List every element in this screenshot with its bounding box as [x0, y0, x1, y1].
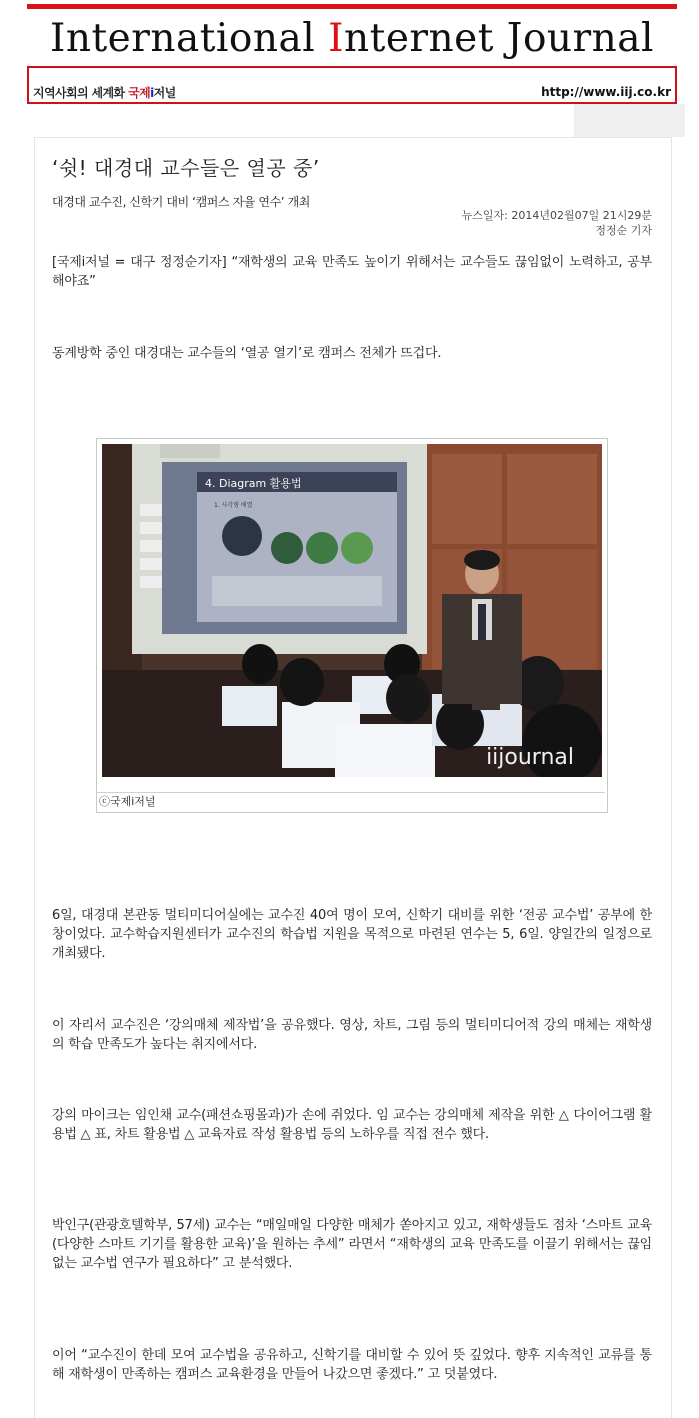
- figure-caption: ⓒ국제i저널: [97, 792, 605, 810]
- masthead-title-before: International: [49, 16, 329, 61]
- article-paragraph: 이어 “교수진이 한데 모여 교수법을 공유하고, 신학기를 대비할 수 있어 뜻 깊었다. 향후 지속적인 교류를 통해 재학생이 만족하는 캠퍼스 교육환경을 만들어 나갔으면 좋겠다.” 고 덧붙였다.: [52, 1348, 652, 1382]
- lecture-photo-illustration: [102, 444, 602, 777]
- slide-title-text: 4. Diagram 활용법: [205, 477, 302, 490]
- top-red-bar: [27, 4, 677, 9]
- article-paragraph: 6일, 대경대 본관동 멀티미디어실에는 교수진 40여 명이 모여, 신학기 대비를 위한 ‘전공 교수법’ 공부에 한창이었다. 교수학습지원센터가 교수진의 학습법 지원을 목적으로 마련된 연수는 5, 6일. 양일간의 일정으로 개최됐다.: [52, 908, 652, 961]
- slogan: [33, 84, 176, 101]
- article-subhead: 대경대 교수진, 신학기 대비 ‘캠퍼스 자율 연수’ 개최: [52, 195, 310, 209]
- article-meta: [462, 208, 652, 238]
- slogan-part: 세계화: [91, 86, 129, 100]
- slogan-part: 저널: [153, 86, 176, 100]
- article-date: 뉴스일자: 2014년02월07일 21시29분: [461, 209, 652, 222]
- slogan-part: 국제: [128, 86, 151, 100]
- header-gray-box: [574, 104, 685, 137]
- article-paragraph: 강의 마이크는 임인채 교수(패션쇼핑몰과)가 손에 쥐었다. 임 교수는 강의매체 제작을 위한 △ 다이어그램 활용법 △ 표, 차트 활용법 △ 교육자료 작성 활용법 등의 노하우를 직접 전수 했다.: [52, 1108, 652, 1142]
- article-figure: [96, 438, 608, 813]
- article-headline: ‘쉿! 대경대 교수들은 열공 중’: [52, 156, 320, 180]
- article-reporter: 정정순 기자: [595, 224, 652, 237]
- masthead-title-highlight: I: [328, 16, 345, 61]
- masthead-subbar: [27, 66, 677, 104]
- masthead-title[interactable]: [27, 14, 677, 64]
- lecture-photo: [102, 444, 602, 777]
- slogan-part: 지역사회의: [33, 86, 92, 100]
- article-paragraph: 박인구(관광호텔학부, 57세) 교수는 “매일매일 다양한 매체가 쏟아지고 있고, 재학생들도 점차 ‘스마트 교육(다양한 스마트 기기를 활용한 교육)’을 원하는 추세” 라면서 “재학생의 교육 만족도를 이끌기 위해서는 끊임없는 교수법 연구가 필요하다” 고 분석했다.: [52, 1218, 652, 1271]
- article-paragraph: 동계방학 중인 대경대는 교수들의 ‘열공 열기’로 캠퍼스 전체가 뜨겁다.: [52, 346, 442, 361]
- article-paragraph: [국제i저널 = 대구 정정순기자] “재학생의 교육 만족도 높이기 위해서는 교수들도 끊임없이 노력하고, 공부 해야죠”: [52, 255, 652, 289]
- slide-sub-text: 1. 사각형 배열: [214, 502, 253, 509]
- masthead-title-after: nternet Journal: [344, 16, 655, 61]
- article-paragraph: 이 자리서 교수진은 ‘강의매체 제작법’을 공유했다. 영상, 차트, 그림 등의 멀티미디어적 강의 매체는 재학생의 학습 만족도가 높다는 취지에서다.: [52, 1018, 652, 1052]
- site-url-link[interactable]: http://www.iij.co.kr: [541, 85, 671, 99]
- iij-watermark-logo: iijournal: [486, 745, 574, 770]
- slogan-part: i: [150, 86, 154, 100]
